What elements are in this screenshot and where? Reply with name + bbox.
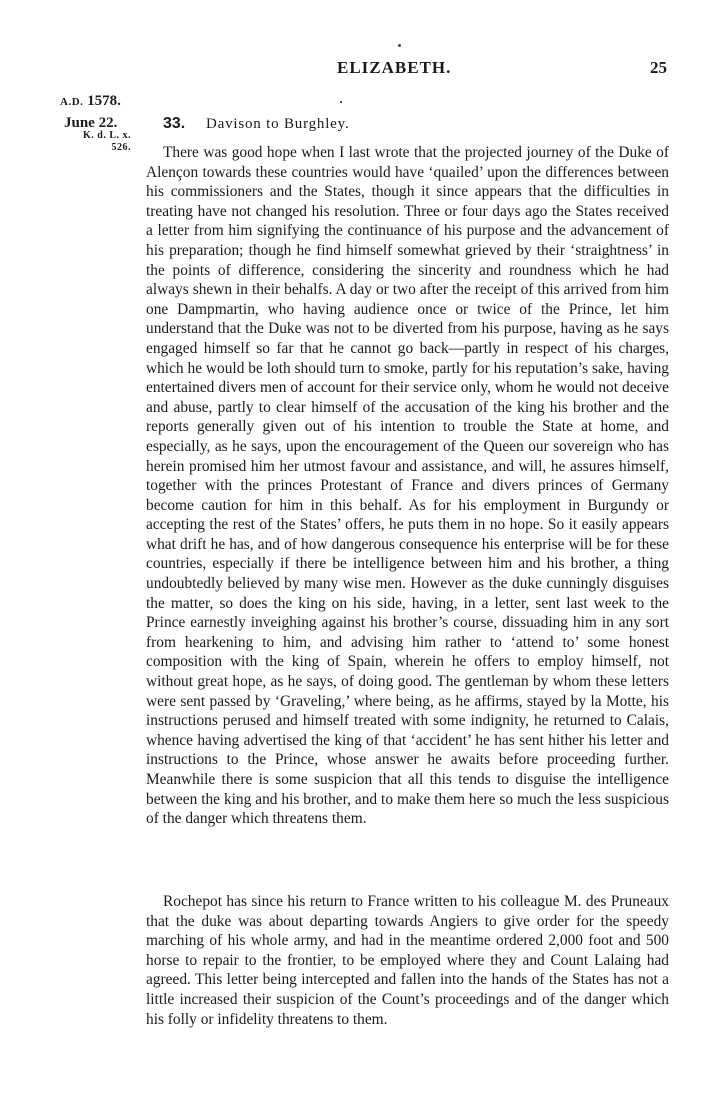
running-head: ELIZABETH. — [337, 58, 452, 77]
margin-ad-prefix: A.D. — [60, 96, 84, 108]
margin-year — [60, 93, 121, 110]
margin-date: June 22. — [64, 115, 118, 131]
margin-year-value: 1578. — [87, 93, 121, 109]
letter-paragraph: There was good hope when I last wrote that the projected journey of the Duke of Alençon towards these countries would have ‘quailed’ upon the differences between his commissioners and the States, though it since appears that the difficulties in treating have not changed his resolution. Three or four days ago the States received a letter from him signifying the continuance of his purpose and the advancement of his preparation; though he find himself somewhat grieved by their ‘straightness’ in the points of difference, considering the sincerity and roundness which he had always shewn in their behalfs. A day or two after the receipt of this arrived from him one Dampmartin, who having audience once or twice of the Prince, let him understand that the Duke was not to be diverted from his purpose, having as he says engaged himself so far that he cannot go back—partly in respect of his charges, which he would be loth should turn to smoke, partly for his reputation’s sake, having entertained divers men of account for their service only, whom he would not deceive and abuse, partly to clear himself of the accusation of the king his brother and the reports generally given out of his intention to trouble the State at home, and especially, as he says, upon the encouragement of the Queen our sovereign who has herein promised him her utmost favour and assistance, and will, he assures himself, together with the princes Protestant of France and divers princes of Germany become caution for him in this behalf. As for his employment in Burgundy or accepting the rest of the States’ offers, he puts them in no hope. So it easily appears what drift he has, and of how dangerous consequence his enterprise will be for these countries, especially if there be intelligence between him and his brother, a thing undoubtedly believed by many wise men. However as the duke cunningly disguises the matter, so does the king on his side, having, in a letter, sent last week to the Prince earnestly inveighing against his brother’s course, dissuading him in any sort from hearkening to him, and advising him rather to ‘attend to’ some honest composition with the king of Spain, wherein he offers to employ himself, not without great hope, as he says, of doing good. The gentleman by whom these letters were sent passed by ‘Graveling,’ where being, as he affirms, stayed by la Motte, his instructions perused and himself treated with some indignity, he returned to Calais, whence having advertised the king of that ‘accident’ he has sent hither his letter and instructions to the Prince, whose answer he awaits before proceeding further. Meanwhile there is some suspicion that all this tends to disguise the intelligence between the king and his brother, and to make them here so much the less suspicious of the danger which threatens them. — [146, 144, 669, 828]
margin-reference-line: 526. — [111, 142, 131, 153]
letter-paragraph: Rochepot has since his return to France written to his colleague M. des Pruneaux that the duke was about departing towards Angiers to give order for the speedy marching of his whole army, and had in the meantime ordered 2,000 foot and 500 horse to repair to the frontier, to be employed where they and Count Lalaing had agreed. This letter being intercepted and fallen into the hands of the States has not a little increased their suspicion of the Count’s proceedings and of the danger which his folly or infidelity threatens to them. — [146, 893, 669, 1028]
margin-reference-line: K. d. L. x. — [82, 130, 131, 141]
entry-title: Davison to Burghley. — [206, 116, 350, 132]
entry-number: 33. — [163, 115, 186, 132]
ink-speck — [340, 101, 342, 103]
ink-speck — [398, 44, 401, 47]
page-number: 25 — [650, 58, 667, 77]
margin-reference — [63, 130, 131, 154]
